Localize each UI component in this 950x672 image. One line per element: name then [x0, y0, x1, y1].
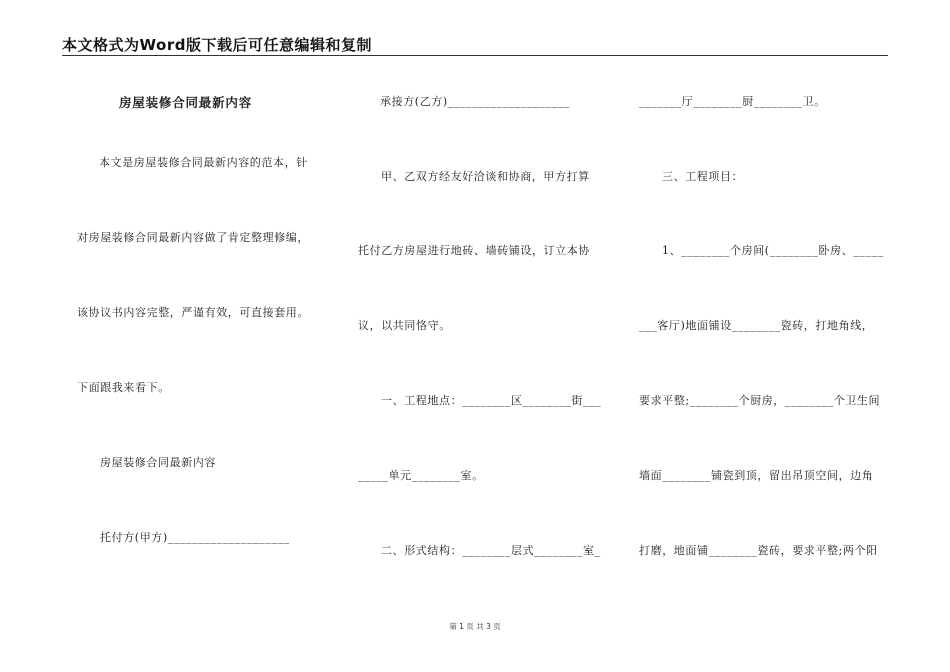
header-divider [62, 55, 888, 56]
clause-line: 打磨，地面铺________瓷砖，要求平整;两个阳 [639, 544, 878, 557]
paragraph-line: 托付乙方房屋进行地砖、墙砖铺设，订立本协 [358, 244, 590, 257]
document-header: 本文格式为Word版下载后可任意编辑和复制 [62, 36, 372, 54]
party-b-line: 承接方(乙方)____________________ [380, 95, 570, 108]
paragraph-line: 下面跟我来看下。 [77, 381, 170, 394]
section-heading: 房屋装修合同最新内容 [100, 456, 216, 469]
party-a-line: 托付方(甲方)____________________ [100, 531, 290, 544]
clause-line: 墙面________铺瓷到顶，留出吊顶空间，边角 [639, 469, 874, 482]
paragraph-line: 该协议书内容完整，严谨有效，可直接套用。 [77, 306, 309, 319]
clause-line: ___客厅)地面铺设________瓷砖，打地角线， [639, 319, 874, 332]
clause-line: _____单元________室。 [358, 469, 484, 482]
paragraph-line: 对房屋装修合同最新内容做了肯定整理修编， [77, 231, 309, 244]
clause-line: 二、形式结构：________层式________室_ [381, 544, 601, 557]
clause-line: 要求平整;________个厨房，________个卫生间 [639, 394, 881, 407]
clause-line: 1、________个房间(________卧房、_____ [662, 244, 884, 257]
clause-line: 一、工程地点：________区________街___ [381, 394, 602, 407]
paragraph-line: 甲、乙双方经友好洽谈和协商，甲方打算 [381, 170, 590, 183]
page-number: 第 1 页 共 3 页 [449, 622, 501, 631]
paragraph-line: 本文是房屋装修合同最新内容的范本，针 [99, 156, 308, 169]
document-title: 房屋装修合同最新内容 [119, 95, 253, 110]
paragraph-line: 议，以共同恪守。 [358, 319, 451, 332]
clause-line: 三、工程项目： [662, 170, 744, 183]
clause-line: _______厅________厨________卫。 [639, 95, 826, 108]
